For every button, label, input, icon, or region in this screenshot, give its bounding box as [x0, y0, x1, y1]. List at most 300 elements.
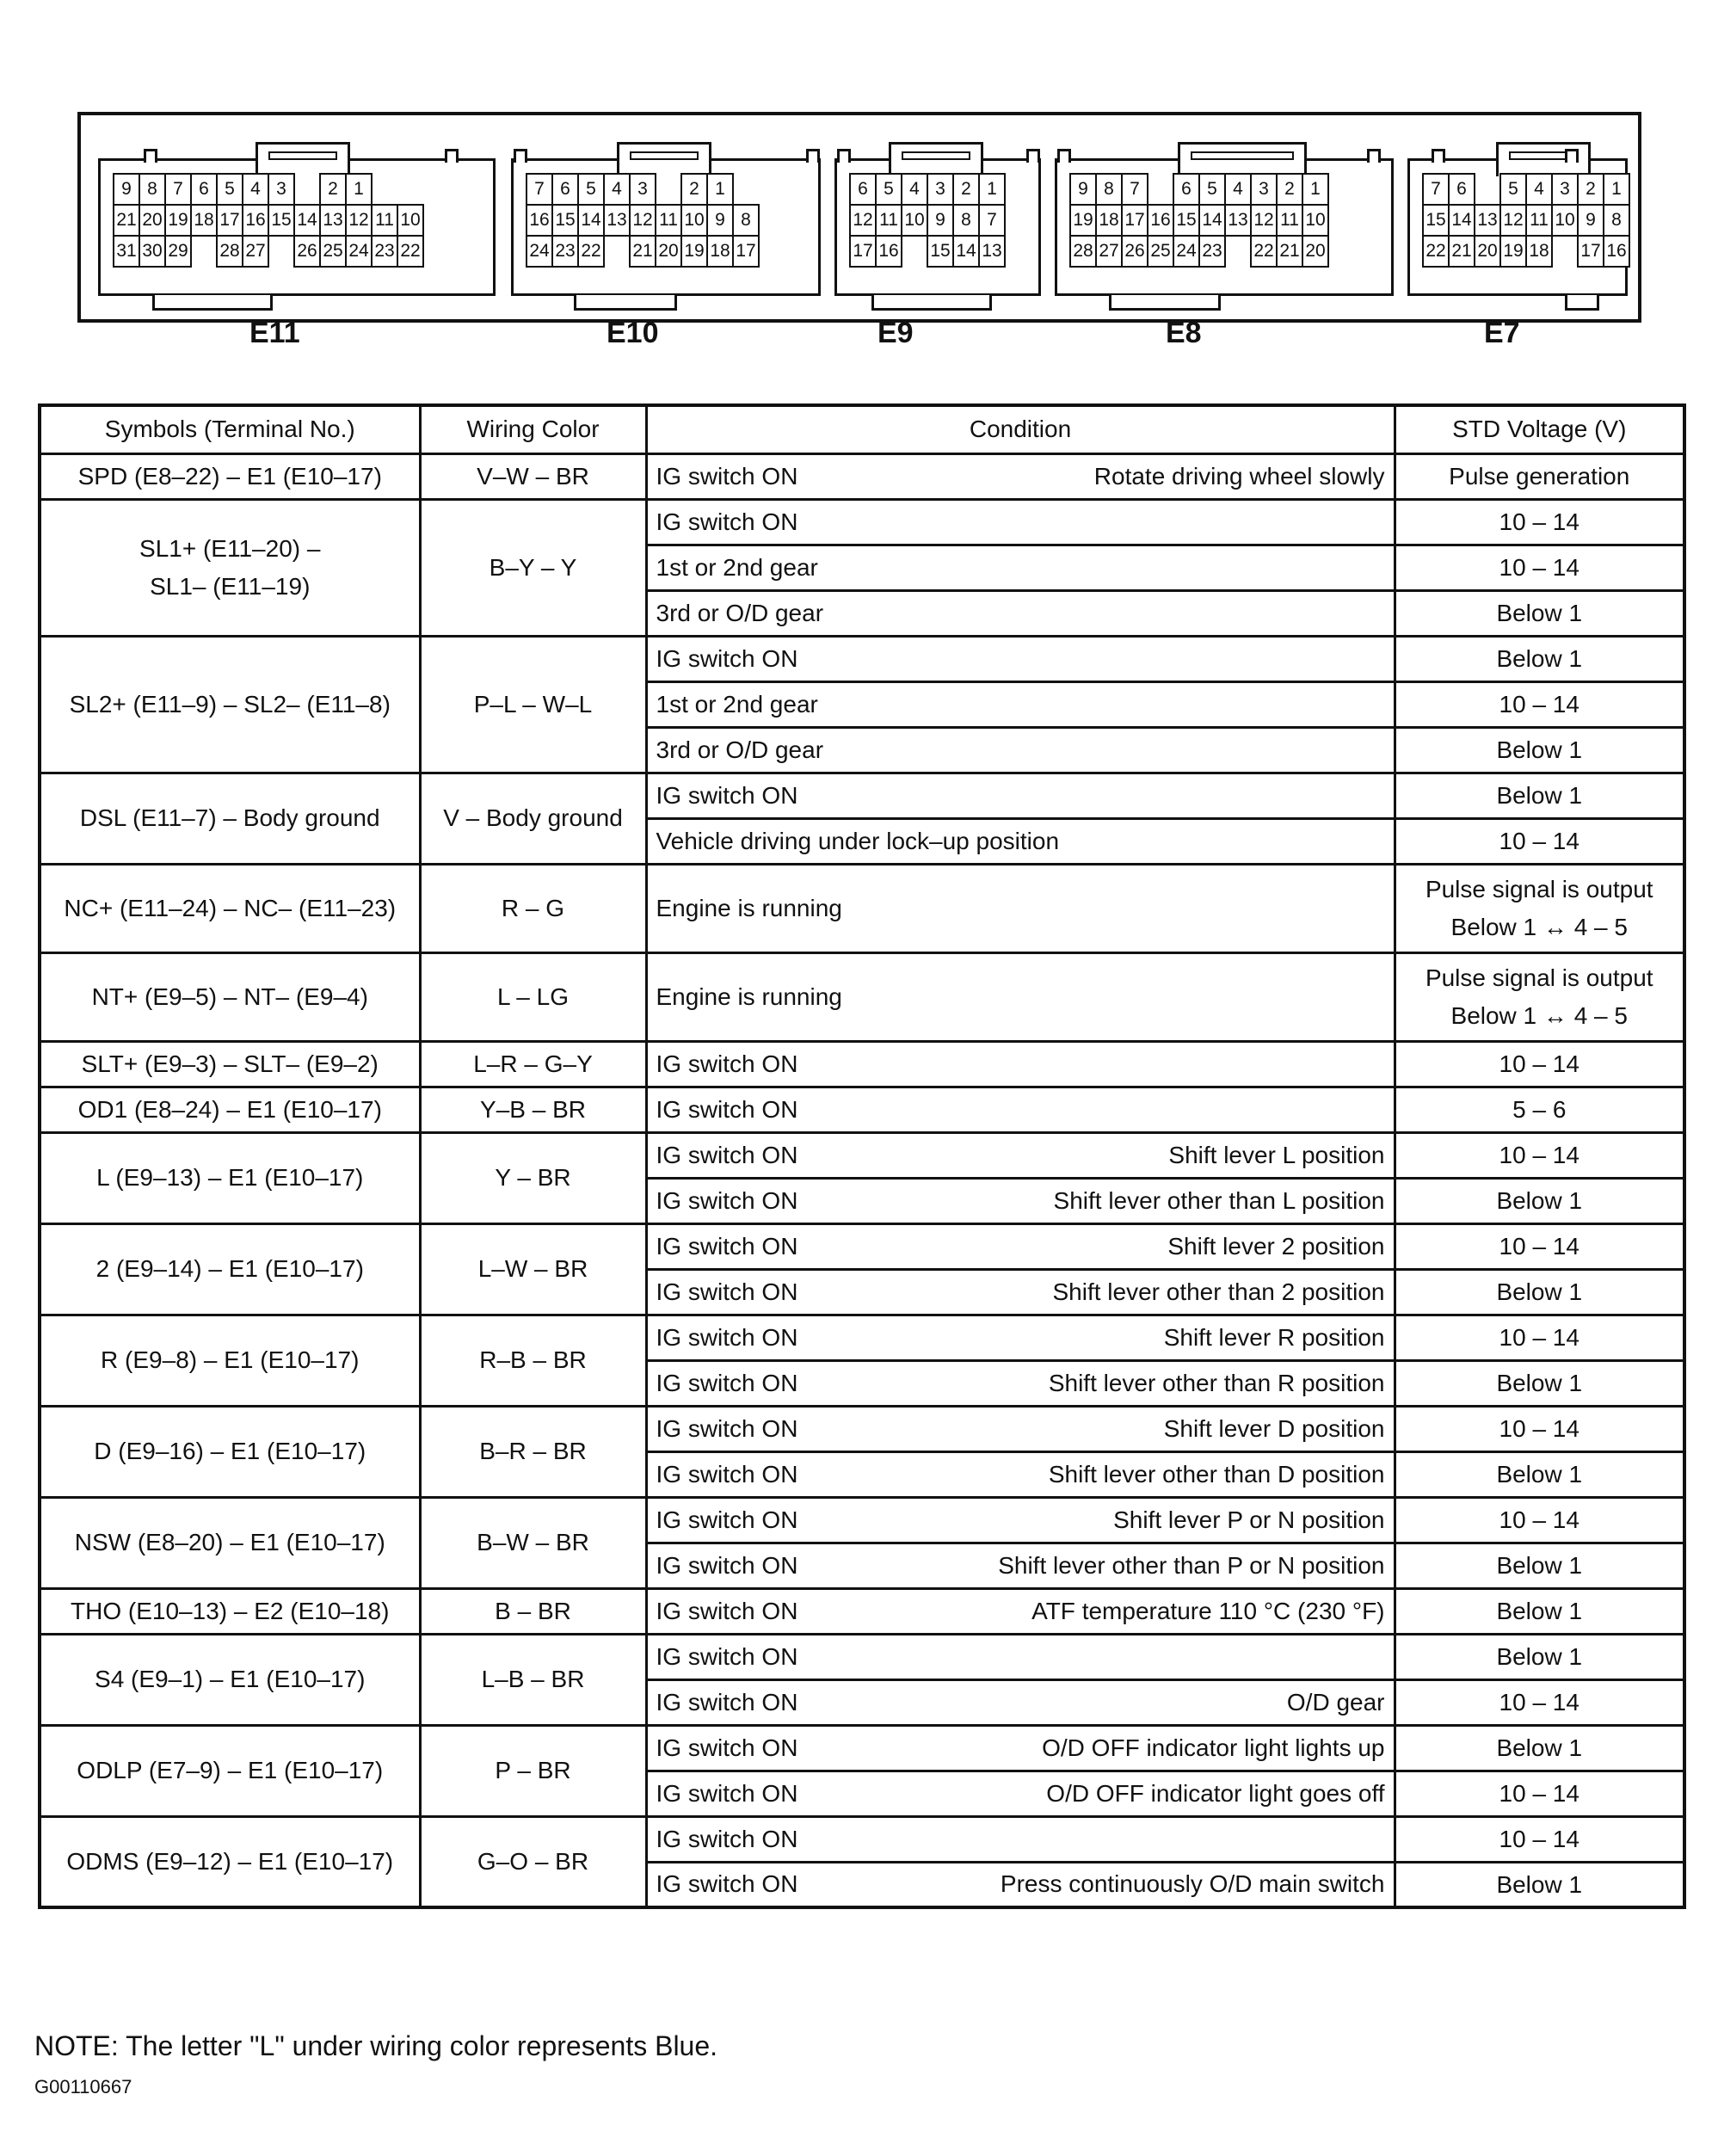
- std-voltage-cell: 10 – 14: [1395, 1497, 1684, 1543]
- pin-row: [113, 173, 422, 204]
- condition-detail: Shift lever 2 position: [1167, 1232, 1385, 1260]
- pin-terminal: 15: [1422, 204, 1450, 237]
- condition-cell: [646, 1041, 1395, 1087]
- pin-blank: [268, 235, 295, 268]
- connector-e11: [98, 158, 496, 296]
- table-row: [40, 636, 1684, 681]
- pin-terminal: 7: [1121, 173, 1148, 206]
- pin-row: [849, 204, 1004, 235]
- condition-detail: O/D gear: [1286, 1688, 1385, 1716]
- table-row: [40, 1315, 1684, 1360]
- condition-main: IG switch ON: [656, 1551, 798, 1579]
- condition-cell: [646, 864, 1395, 952]
- std-voltage-cell: Below 1: [1395, 1360, 1684, 1406]
- terminal-symbol-cell: D (E9–16) – E1 (E10–17): [40, 1406, 420, 1497]
- pin-terminal: 16: [1603, 235, 1630, 268]
- pin-terminal: 19: [164, 204, 192, 237]
- pin-grid: [1422, 173, 1629, 266]
- std-voltage-cell: Below 1: [1395, 773, 1684, 818]
- condition-main: IG switch ON: [656, 462, 798, 490]
- pin-terminal: 11: [371, 204, 398, 237]
- std-voltage-cell: Below 1: [1395, 1862, 1684, 1907]
- header-condition: Condition: [646, 405, 1395, 453]
- pin-row: [1422, 235, 1629, 266]
- pin-terminal: 17: [732, 235, 760, 268]
- condition-main: IG switch ON: [656, 1642, 798, 1670]
- pin-terminal: 4: [901, 173, 928, 206]
- condition-detail: Shift lever other than R position: [1048, 1369, 1385, 1396]
- wiring-color-cell: L–W – BR: [420, 1223, 646, 1315]
- condition-cell: [646, 1725, 1395, 1771]
- condition-cell: [646, 636, 1395, 681]
- pin-terminal: 6: [190, 173, 218, 206]
- std-voltage-cell: Below 1: [1395, 590, 1684, 636]
- std-voltage-cell: Below 1: [1395, 1269, 1684, 1315]
- pin-terminal: 8: [1095, 173, 1123, 206]
- condition-cell: [646, 1269, 1395, 1315]
- pin-row: [849, 173, 1004, 204]
- wiring-color-cell: G–O – BR: [420, 1816, 646, 1907]
- pin-terminal: 3: [268, 173, 295, 206]
- connector-latch: [617, 142, 711, 176]
- pin-terminal: 2: [680, 173, 708, 206]
- condition-cell: [646, 1771, 1395, 1816]
- table-row: [40, 1725, 1684, 1771]
- pin-terminal: 4: [242, 173, 269, 206]
- connector-tab: [1109, 295, 1221, 311]
- pin-terminal: 9: [1069, 173, 1097, 206]
- pin-terminal: 17: [1121, 204, 1148, 237]
- std-voltage-cell: Below 1: [1395, 636, 1684, 681]
- std-voltage-cell: Below 1: [1395, 1725, 1684, 1771]
- table-row: [40, 1816, 1684, 1862]
- pin-terminal: 22: [1250, 235, 1278, 268]
- pin-terminal: 16: [1147, 204, 1174, 237]
- pin-terminal: 9: [706, 204, 734, 237]
- pin-terminal: 12: [1499, 204, 1527, 237]
- terminal-symbol-cell: NSW (E8–20) – E1 (E10–17): [40, 1497, 420, 1588]
- pin-terminal: 18: [1525, 235, 1553, 268]
- condition-cell: [646, 1862, 1395, 1907]
- terminal-symbol-cell: NC+ (E11–24) – NC– (E11–23): [40, 864, 420, 952]
- pin-terminal: 5: [577, 173, 605, 206]
- pin-grid: [526, 173, 758, 266]
- terminal-symbol-cell: ODLP (E7–9) – E1 (E10–17): [40, 1725, 420, 1816]
- pin-blank: [1551, 235, 1579, 268]
- pin-terminal: 15: [927, 235, 954, 268]
- connector-key: [445, 149, 459, 163]
- pin-terminal: 16: [242, 204, 269, 237]
- pin-terminal: 6: [551, 173, 579, 206]
- table-row: [40, 453, 1684, 499]
- condition-main: IG switch ON: [656, 1141, 798, 1168]
- condition-main: IG switch ON: [656, 1825, 798, 1852]
- condition-detail: Shift lever other than L position: [1053, 1186, 1385, 1214]
- condition-cell: [646, 1315, 1395, 1360]
- std-voltage-cell: 10 – 14: [1395, 1816, 1684, 1862]
- connector-key: [1026, 149, 1040, 163]
- pin-terminal: 13: [319, 204, 347, 237]
- std-voltage-cell: 10 – 14: [1395, 1771, 1684, 1816]
- connector-key: [806, 149, 820, 163]
- condition-detail: O/D OFF indicator light lights up: [1042, 1734, 1385, 1761]
- condition-detail: Shift lever D position: [1163, 1414, 1385, 1442]
- pin-terminal: 20: [655, 235, 682, 268]
- terminal-table-container: [38, 403, 1686, 1909]
- pin-row: [849, 235, 1004, 266]
- pin-row: [526, 173, 758, 204]
- pin-blank: [1147, 173, 1174, 206]
- pin-terminal: 12: [1250, 204, 1278, 237]
- wiring-color-cell: P–L – W–L: [420, 636, 646, 773]
- pin-terminal: 23: [371, 235, 398, 268]
- std-voltage-cell: 10 – 14: [1395, 1223, 1684, 1269]
- std-voltage-cell: Pulse signal is output Below 1 ↔ 4 – 5: [1395, 952, 1684, 1041]
- wiring-color-cell: L – LG: [420, 952, 646, 1041]
- connector-latch: [889, 142, 983, 176]
- connector-key: [837, 149, 851, 163]
- pin-terminal: 24: [526, 235, 553, 268]
- connector-tab: [1565, 295, 1599, 311]
- condition-main: IG switch ON: [656, 1506, 798, 1533]
- condition-cell: [646, 1223, 1395, 1269]
- terminal-symbol-cell: R (E9–8) – E1 (E10–17): [40, 1315, 420, 1406]
- pin-terminal: 13: [1474, 204, 1501, 237]
- connector-label-e8: E8: [1166, 317, 1202, 349]
- wiring-color-cell: Y – BR: [420, 1132, 646, 1223]
- wiring-color-cell: B–W – BR: [420, 1497, 646, 1588]
- pin-terminal: 30: [139, 235, 166, 268]
- header-wiring-color: Wiring Color: [420, 405, 646, 453]
- pin-terminal: 9: [113, 173, 140, 206]
- pin-terminal: 8: [1603, 204, 1630, 237]
- terminal-symbol-cell: THO (E10–13) – E2 (E10–18): [40, 1588, 420, 1634]
- connector-tab: [871, 295, 992, 311]
- pin-terminal: 3: [1250, 173, 1278, 206]
- pin-terminal: 4: [603, 173, 631, 206]
- condition-main: 1st or 2nd gear: [656, 553, 818, 581]
- pin-row: [1069, 204, 1327, 235]
- condition-main: IG switch ON: [656, 1597, 798, 1624]
- wiring-color-cell: R – G: [420, 864, 646, 952]
- connector-label-e11: E11: [249, 317, 300, 349]
- condition-detail: Shift lever other than D position: [1048, 1460, 1385, 1488]
- pin-grid: [113, 173, 422, 266]
- pin-row: [526, 204, 758, 235]
- pin-terminal: 8: [952, 204, 980, 237]
- std-voltage-cell: 10 – 14: [1395, 818, 1684, 864]
- connector-label-e7: E7: [1484, 317, 1520, 349]
- pin-row: [1069, 173, 1327, 204]
- pin-terminal: 4: [1224, 173, 1252, 206]
- condition-main: Engine is running: [656, 894, 842, 921]
- pin-terminal: 9: [1577, 204, 1604, 237]
- condition-main: Engine is running: [656, 983, 842, 1010]
- terminal-voltage-table: [38, 403, 1686, 1909]
- std-voltage-cell: Below 1: [1395, 1451, 1684, 1497]
- std-voltage-cell: 10 – 14: [1395, 1041, 1684, 1087]
- pin-terminal: 12: [345, 204, 373, 237]
- condition-main: IG switch ON: [656, 1460, 798, 1488]
- condition-cell: [646, 1178, 1395, 1223]
- pin-terminal: 1: [706, 173, 734, 206]
- wiring-color-cell: B – BR: [420, 1588, 646, 1634]
- std-voltage-cell: 10 – 14: [1395, 681, 1684, 727]
- pin-terminal: 3: [1551, 173, 1579, 206]
- pin-terminal: 6: [1448, 173, 1475, 206]
- condition-main: IG switch ON: [656, 1232, 798, 1260]
- table-row: [40, 1132, 1684, 1178]
- condition-cell: [646, 818, 1395, 864]
- pin-terminal: 13: [603, 204, 631, 237]
- connector-tab: [152, 295, 273, 311]
- pin-terminal: 24: [1173, 235, 1200, 268]
- table-row: [40, 1588, 1684, 1634]
- pin-terminal: 10: [397, 204, 424, 237]
- connector-key: [1057, 149, 1071, 163]
- connector-latch: [256, 142, 350, 176]
- std-voltage-cell: 10 – 14: [1395, 1679, 1684, 1725]
- wiring-color-cell: L–B – BR: [420, 1634, 646, 1725]
- connector-label-e10: E10: [607, 317, 659, 349]
- table-row: [40, 1406, 1684, 1451]
- table-row: [40, 499, 1684, 545]
- pin-terminal: 8: [139, 173, 166, 206]
- table-row: [40, 864, 1684, 952]
- pin-terminal: 10: [680, 204, 708, 237]
- condition-main: IG switch ON: [656, 1186, 798, 1214]
- pin-terminal: 10: [1551, 204, 1579, 237]
- condition-main: IG switch ON: [656, 1414, 798, 1442]
- pin-terminal: 7: [164, 173, 192, 206]
- condition-cell: [646, 499, 1395, 545]
- pin-blank: [293, 173, 321, 206]
- pin-row: [526, 235, 758, 266]
- connector-key: [514, 149, 527, 163]
- std-voltage-cell: Pulse generation: [1395, 453, 1684, 499]
- table-row: [40, 1223, 1684, 1269]
- terminal-symbol-cell: SPD (E8–22) – E1 (E10–17): [40, 453, 420, 499]
- terminal-symbol-cell: S4 (E9–1) – E1 (E10–17): [40, 1634, 420, 1725]
- pin-terminal: 26: [293, 235, 321, 268]
- pin-terminal: 21: [1448, 235, 1475, 268]
- pin-terminal: 13: [1224, 204, 1252, 237]
- pin-terminal: 19: [1499, 235, 1527, 268]
- condition-cell: [646, 1816, 1395, 1862]
- wiring-color-cell: P – BR: [420, 1725, 646, 1816]
- condition-cell: [646, 1588, 1395, 1634]
- std-voltage-cell: 10 – 14: [1395, 1315, 1684, 1360]
- connector-label-e9: E9: [877, 317, 914, 349]
- pin-terminal: 5: [216, 173, 243, 206]
- std-voltage-cell: 10 – 14: [1395, 499, 1684, 545]
- pin-terminal: 12: [849, 204, 877, 237]
- condition-detail: Shift lever P or N position: [1113, 1506, 1385, 1533]
- pin-terminal: 28: [216, 235, 243, 268]
- pin-terminal: 18: [1095, 204, 1123, 237]
- connector-key: [1367, 149, 1381, 163]
- pin-terminal: 17: [216, 204, 243, 237]
- pin-row: [113, 235, 422, 266]
- pin-terminal: 24: [345, 235, 373, 268]
- pin-blank: [655, 173, 682, 206]
- std-voltage-cell: 10 – 14: [1395, 1132, 1684, 1178]
- condition-cell: [646, 1634, 1395, 1679]
- condition-cell: [646, 1132, 1395, 1178]
- pin-row: [1422, 204, 1629, 235]
- pin-terminal: 18: [190, 204, 218, 237]
- condition-main: IG switch ON: [656, 1688, 798, 1716]
- condition-detail: Shift lever other than 2 position: [1052, 1278, 1385, 1305]
- pin-terminal: 23: [1198, 235, 1226, 268]
- terminal-symbol-cell: NT+ (E9–5) – NT– (E9–4): [40, 952, 420, 1041]
- pin-row: [113, 204, 422, 235]
- pin-terminal: 2: [319, 173, 347, 206]
- pin-terminal: 10: [901, 204, 928, 237]
- pin-terminal: 15: [551, 204, 579, 237]
- condition-cell: [646, 1679, 1395, 1725]
- pin-terminal: 19: [680, 235, 708, 268]
- pin-terminal: 9: [927, 204, 954, 237]
- pin-terminal: 26: [1121, 235, 1148, 268]
- pin-terminal: 27: [242, 235, 269, 268]
- condition-main: Vehicle driving under lock–up position: [656, 827, 1060, 854]
- wiring-color-cell: R–B – BR: [420, 1315, 646, 1406]
- condition-detail: Shift lever L position: [1168, 1141, 1385, 1168]
- table-body: [40, 453, 1684, 1907]
- pin-terminal: 14: [293, 204, 321, 237]
- pin-terminal: 21: [1276, 235, 1303, 268]
- pin-blank: [1474, 173, 1501, 206]
- pin-terminal: 29: [164, 235, 192, 268]
- connector-diagram: [77, 112, 1641, 323]
- pin-terminal: 23: [551, 235, 579, 268]
- condition-main: IG switch ON: [656, 1050, 798, 1077]
- std-voltage-cell: Below 1: [1395, 1634, 1684, 1679]
- condition-detail: ATF temperature 110 °C (230 °F): [1031, 1597, 1385, 1624]
- pin-terminal: 7: [978, 204, 1006, 237]
- pin-terminal: 14: [1448, 204, 1475, 237]
- pin-grid: [1069, 173, 1327, 266]
- connector-e9: [834, 158, 1041, 296]
- std-voltage-cell: 10 – 14: [1395, 545, 1684, 590]
- condition-main: IG switch ON: [656, 1095, 798, 1123]
- condition-cell: [646, 1497, 1395, 1543]
- condition-detail: Shift lever R position: [1163, 1323, 1385, 1351]
- pin-terminal: 8: [732, 204, 760, 237]
- pin-terminal: 1: [1302, 173, 1329, 206]
- connector-key: [1432, 149, 1445, 163]
- pin-terminal: 7: [1422, 173, 1450, 206]
- pin-terminal: 21: [629, 235, 656, 268]
- condition-cell: [646, 545, 1395, 590]
- condition-cell: [646, 1406, 1395, 1451]
- pin-terminal: 16: [875, 235, 902, 268]
- pin-terminal: 3: [927, 173, 954, 206]
- std-voltage-cell: Below 1: [1395, 1543, 1684, 1588]
- condition-detail: O/D OFF indicator light goes off: [1046, 1779, 1385, 1807]
- pin-terminal: 21: [113, 204, 140, 237]
- pin-terminal: 11: [1276, 204, 1303, 237]
- connector-e7: [1407, 158, 1628, 296]
- condition-detail: Press continuously O/D main switch: [1000, 1870, 1385, 1898]
- condition-cell: [646, 590, 1395, 636]
- pin-terminal: 1: [978, 173, 1006, 206]
- connector-e10: [511, 158, 821, 296]
- terminal-symbol-cell: L (E9–13) – E1 (E10–17): [40, 1132, 420, 1223]
- std-voltage-cell: Below 1: [1395, 727, 1684, 773]
- pin-row: [1069, 235, 1327, 266]
- pin-terminal: 2: [1577, 173, 1604, 206]
- condition-main: IG switch ON: [656, 1779, 798, 1807]
- connector-e8: [1055, 158, 1394, 296]
- condition-main: IG switch ON: [656, 1369, 798, 1396]
- table-row: [40, 773, 1684, 818]
- pin-terminal: 7: [526, 173, 553, 206]
- condition-detail: Shift lever other than P or N position: [998, 1551, 1385, 1579]
- condition-main: 3rd or O/D gear: [656, 599, 824, 626]
- pin-terminal: 4: [1525, 173, 1553, 206]
- condition-cell: [646, 453, 1395, 499]
- pin-grid: [849, 173, 1004, 266]
- pin-terminal: 14: [952, 235, 980, 268]
- table-row: [40, 952, 1684, 1041]
- wiring-color-cell: B–Y – Y: [420, 499, 646, 636]
- pin-terminal: 14: [1198, 204, 1226, 237]
- pin-terminal: 5: [1499, 173, 1527, 206]
- pin-terminal: 15: [1173, 204, 1200, 237]
- pin-terminal: 3: [629, 173, 656, 206]
- pin-terminal: 5: [1198, 173, 1226, 206]
- terminal-symbol-cell: OD1 (E8–24) – E1 (E10–17): [40, 1087, 420, 1132]
- pin-terminal: 22: [577, 235, 605, 268]
- pin-terminal: 22: [1422, 235, 1450, 268]
- wiring-color-cell: B–R – BR: [420, 1406, 646, 1497]
- condition-cell: [646, 727, 1395, 773]
- wiring-color-cell: V – Body ground: [420, 773, 646, 864]
- header-symbols: Symbols (Terminal No.): [40, 405, 420, 453]
- condition-main: IG switch ON: [656, 1870, 798, 1898]
- condition-main: IG switch ON: [656, 1323, 798, 1351]
- pin-terminal: 13: [978, 235, 1006, 268]
- pin-terminal: 17: [849, 235, 877, 268]
- condition-cell: [646, 1087, 1395, 1132]
- pin-terminal: 31: [113, 235, 140, 268]
- pin-terminal: 2: [1276, 173, 1303, 206]
- table-row: [40, 1634, 1684, 1679]
- pin-terminal: 27: [1095, 235, 1123, 268]
- wiring-color-cell: Y–B – BR: [420, 1087, 646, 1132]
- condition-main: IG switch ON: [656, 644, 798, 672]
- table-header-row: [40, 405, 1684, 453]
- pin-terminal: 14: [577, 204, 605, 237]
- std-voltage-cell: 5 – 6: [1395, 1087, 1684, 1132]
- wiring-note: NOTE: The letter "L" under wiring color represents Blue.: [34, 2030, 718, 2061]
- condition-main: 1st or 2nd gear: [656, 690, 818, 718]
- condition-detail: Rotate driving wheel slowly: [1093, 462, 1385, 490]
- pin-terminal: 25: [1147, 235, 1174, 268]
- pin-terminal: 25: [319, 235, 347, 268]
- connector-key: [144, 149, 157, 163]
- pin-terminal: 11: [875, 204, 902, 237]
- pin-blank: [1224, 235, 1252, 268]
- figure-id: G00110667: [34, 2076, 132, 2097]
- terminal-symbol-cell: SL1+ (E11–20) – SL1– (E11–19): [40, 499, 420, 636]
- condition-cell: [646, 1451, 1395, 1497]
- pin-blank: [190, 235, 218, 268]
- std-voltage-cell: Below 1: [1395, 1588, 1684, 1634]
- pin-terminal: 28: [1069, 235, 1097, 268]
